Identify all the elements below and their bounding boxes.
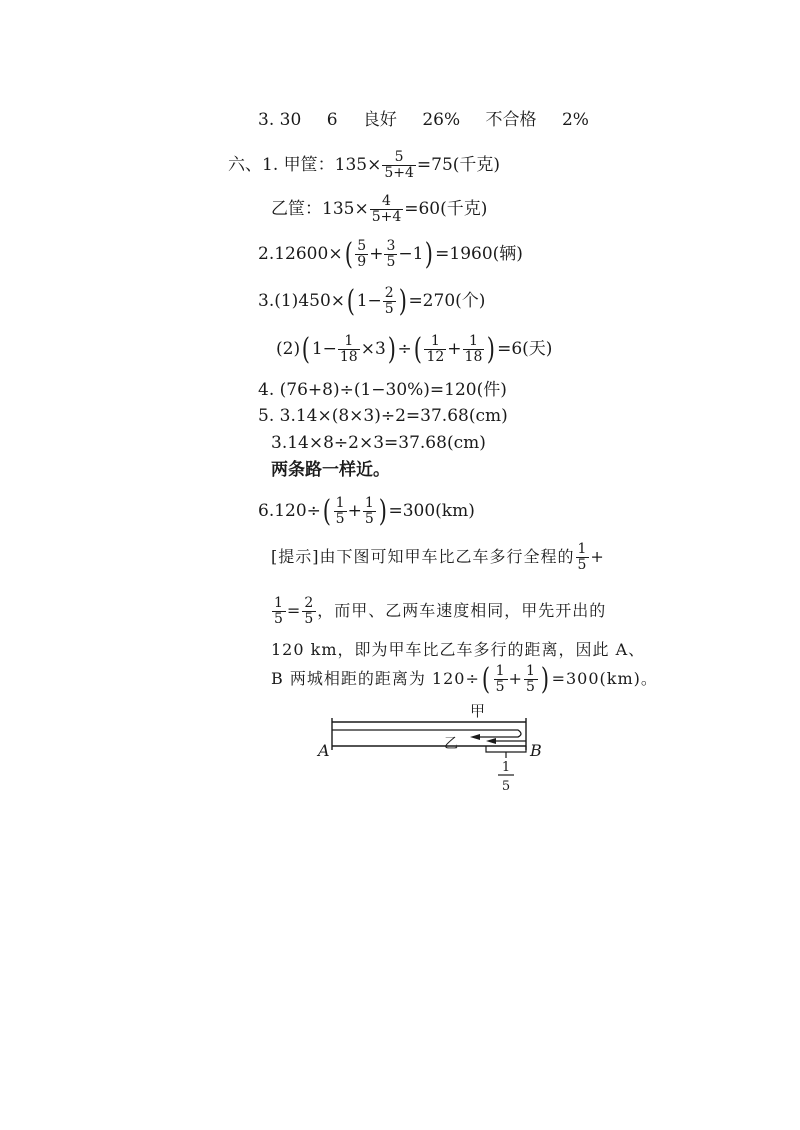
q1a-fraction: $\frac{5}{5+4}$ [384, 149, 414, 181]
q1-line-a [228, 148, 500, 182]
q6-result: =300(km) [388, 501, 475, 521]
hint-fraction-5: $\frac{1}{5}$ [525, 663, 536, 695]
q5-line-2: 3.14×8÷2×3=37.68(cm) [271, 433, 486, 453]
good-percent: 26% [422, 110, 461, 130]
hint-result: =300(km)。 [551, 669, 658, 688]
value-6: 6 [326, 110, 338, 130]
hint-text-4: B 两城相距的距离为 120÷ [271, 669, 480, 688]
q3-part-2: (2)( 1− $\frac{1}{18}$ ×3) ÷( $\frac{1}{12}$ + $\frac{1}{18}$ ) =6(天) [276, 331, 553, 367]
q6-fraction-1: $\frac{1}{5}$ [335, 495, 345, 527]
jia-arrow [470, 734, 480, 740]
hint-line-4: B 两城相距的距离为 120÷( $\frac{1}{5}$ + $\frac{1}{5}$ ) =300(km)。 [271, 661, 658, 697]
good-label: 良好 [362, 110, 397, 130]
q3p2-fraction-3: $\frac{1}{18}$ [464, 333, 483, 365]
q1a-result: =75(千克) [416, 155, 501, 175]
q3p2-fraction-1: $\frac{1}{18}$ [339, 333, 358, 365]
q3p1-result: =270(个) [408, 291, 486, 311]
q3-number: 3. [258, 291, 275, 311]
section-label: 六、 [228, 155, 262, 175]
hint-fraction-4: $\frac{1}{5}$ [495, 663, 506, 695]
hint-fraction-3: $\frac{2}{5}$ [304, 595, 315, 627]
q1b-result: =60(千克) [404, 199, 488, 219]
q5-line-1: 5. 3.14×(8×3)÷2=37.68(cm) [258, 406, 508, 426]
yi-arrow [486, 738, 496, 744]
hint-text-1: [提示]由下图可知甲车比乙车多行全程的 [271, 547, 575, 566]
q2-fraction-2: $\frac{3}{5}$ [386, 238, 396, 270]
q2-line: 2.12600×( $\frac{5}{9}$ + $\frac{3}{5}$ −1) =1960(辆) [258, 236, 523, 272]
q1b-fraction: $\frac{4}{5+4}$ [371, 193, 402, 225]
q1b-prefix: 乙筐：135× [271, 199, 369, 219]
q2-fraction-1: $\frac{5}{9}$ [357, 238, 367, 270]
hint-fraction-2: $\frac{1}{5}$ [274, 595, 284, 627]
q6-line: 6.120÷( $\frac{1}{5}$ + $\frac{1}{5}$ ) =300(km) [258, 493, 475, 529]
q3p2-fraction-2: $\frac{1}{12}$ [426, 333, 445, 365]
q1-number: 1. [262, 155, 279, 175]
hint-text-2: ，而甲、乙两车速度相同，甲先开出的 [317, 601, 607, 620]
q5-line-3: 两条路一样近。 [271, 460, 390, 480]
fifth-bracket [486, 746, 526, 752]
hint-line-3: 120 km，即为甲车比乙车多行的距离，因此 A、 [271, 640, 646, 659]
q6-prefix: 120÷ [274, 501, 321, 521]
label-jia: 甲 [470, 702, 486, 720]
q2-number: 2. [258, 244, 275, 264]
q2-result: =1960(辆) [435, 244, 523, 264]
label-b: B [530, 741, 542, 760]
answer-row-3 [258, 110, 589, 130]
label-yi: 乙 [444, 736, 458, 752]
q6-number: 6. [258, 501, 275, 521]
q1-line-b [271, 192, 487, 226]
diagram-frac-den: 5 [501, 779, 511, 794]
q3-part-1: 3.(1)450×( 1− $\frac{2}{5}$ ) =270(个) [258, 283, 486, 319]
q3p1-fraction: $\frac{2}{5}$ [384, 285, 394, 317]
jia-path [332, 730, 521, 737]
hint-line-2: $\frac{1}{5}$ = $\frac{2}{5}$ ，而甲、乙两车速度相同，甲先开出的 [274, 595, 607, 627]
q3p2-result: =6(天) [497, 339, 553, 359]
fail-percent: 2% [561, 110, 589, 130]
q2-prefix: 12600× [274, 244, 343, 264]
fail-label: 不合格 [485, 110, 537, 130]
q4-line: 4. (76+8)÷(1−30%)=120(件) [258, 380, 507, 400]
q3p1-prefix: (1)450× [274, 291, 346, 311]
diagram-frac-num: 1 [501, 760, 511, 775]
value-30: 30 [279, 110, 302, 130]
hint-line-1: [提示]由下图可知甲车比乙车多行全程的 $\frac{1}{5}$ + [271, 541, 605, 573]
item-number: 3. [258, 110, 275, 130]
q6-fraction-2: $\frac{1}{5}$ [364, 495, 374, 527]
q3p2-prefix: (2) [276, 339, 301, 359]
q1a-prefix: 甲筐：135× [283, 155, 382, 175]
label-a: A [318, 741, 330, 760]
hint-fraction-1: $\frac{1}{5}$ [577, 541, 588, 573]
